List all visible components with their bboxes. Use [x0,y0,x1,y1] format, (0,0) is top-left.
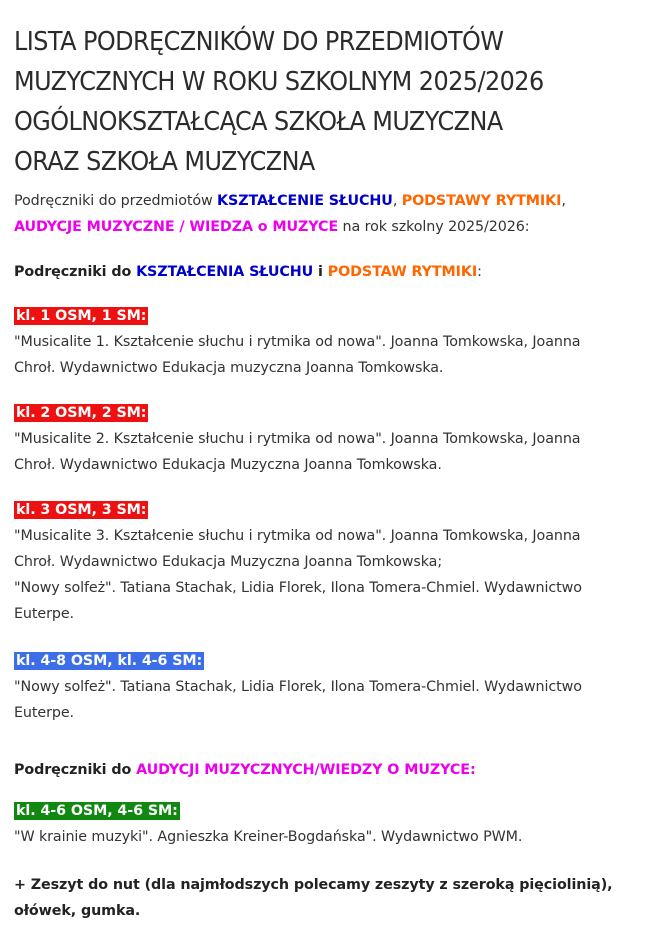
textbook-description: "W krainie muzyki". Agnieszka Kreiner-Bogdańska". Wydawnictwo PWM. [14,829,523,845]
title-line: LISTA PODRĘCZNIKÓW DO PRZEDMIOTÓW [14,27,504,57]
intro-suffix: na rok szkolny 2025/2026: [338,219,530,235]
supplies-line: + Zeszyt do nut (dla najmłodszych polecamy zeszyty z szeroką pięciolinią), [14,877,613,893]
class-tag: kl. 2 OSM, 2 SM: [16,405,147,421]
heading-subject-rhythmics: PODSTAW RYTMIKI [327,264,478,280]
intro-prefix: Podręczniki do przedmiotów [14,193,218,209]
intro-comma: , [392,193,402,209]
heading-colon: : [477,264,482,280]
heading-prefix: Podręczniki do [14,762,137,778]
textbook-description: "Nowy solfeż". Tatiana Stachak, Lidia Florek, Ilona Tomera-Chmiel. Wydawnictwo [14,679,582,695]
class-tag: kl. 1 OSM, 1 SM: [16,308,147,324]
textbook-description: "Nowy solfeż". Tatiana Stachak, Lidia Florek, Ilona Tomera-Chmiel. Wydawnictwo [14,580,582,596]
page-title [14,22,658,182]
heading-prefix: Podręczniki do [14,264,137,280]
intro-paragraph [14,188,654,240]
class-tag: kl. 4-8 OSM, kl. 4-6 SM: [16,653,203,669]
title-line: OGÓLNOKSZTAŁCĄCA SZKOŁA MUZYCZNA [14,107,503,137]
class-tag: kl. 3 OSM, 3 SM: [16,502,147,518]
textbook-item [14,303,654,381]
supplies-note [14,872,654,924]
document-page [14,22,649,182]
textbook-description: Chroł. Wydawnictwo Edukacja Muzyczna Joanna Tomkowska; [14,554,443,570]
title-line: ORAZ SZKOŁA MUZYCZNA [14,147,315,177]
class-tag: kl. 4-6 OSM, 4-6 SM: [16,803,178,819]
textbook-item [14,400,654,478]
section-heading [14,757,654,783]
heading-and: i [313,264,328,280]
textbook-description: "Musicalite 3. Kształcenie słuchu i rytmika od nowa". Joanna Tomkowska, Joanna [14,528,581,544]
supplies-line: ołówek, gumka. [14,903,141,919]
textbook-description: Chroł. Wydawnictwo Edukacja Muzyczna Joanna Tomkowska. [14,457,442,473]
subject-rhythmics: PODSTAWY RYTMIKI [401,193,562,209]
textbook-description: Chroł. Wydawnictwo Edukacja muzyczna Joanna Tomkowska. [14,360,444,376]
textbook-description: Euterpe. [14,705,74,721]
textbook-item [14,648,654,726]
textbook-description: "Musicalite 1. Kształcenie słuchu i rytmika od nowa". Joanna Tomkowska, Joanna [14,334,581,350]
textbook-description: "Musicalite 2. Kształcenie słuchu i rytmika od nowa". Joanna Tomkowska, Joanna [14,431,581,447]
subject-music-auditions: AUDYCJE MUZYCZNE / WIEDZA o MUZYCE [14,219,339,235]
textbook-item [14,497,654,627]
textbook-item [14,798,654,850]
heading-subject-ear-training: KSZTAŁCENIA SŁUCHU [136,264,314,280]
subject-ear-training: KSZTAŁCENIE SŁUCHU [217,193,393,209]
intro-comma: , [561,193,566,209]
textbook-description: Euterpe. [14,606,74,622]
heading-subject-music-auditions: AUDYCJI MUZYCZNYCH/WIEDZY O MUZYCE: [136,762,476,778]
title-line: MUZYCZNYCH W ROKU SZKOLNYM 2025/2026 [14,67,544,97]
section-heading [14,259,654,285]
